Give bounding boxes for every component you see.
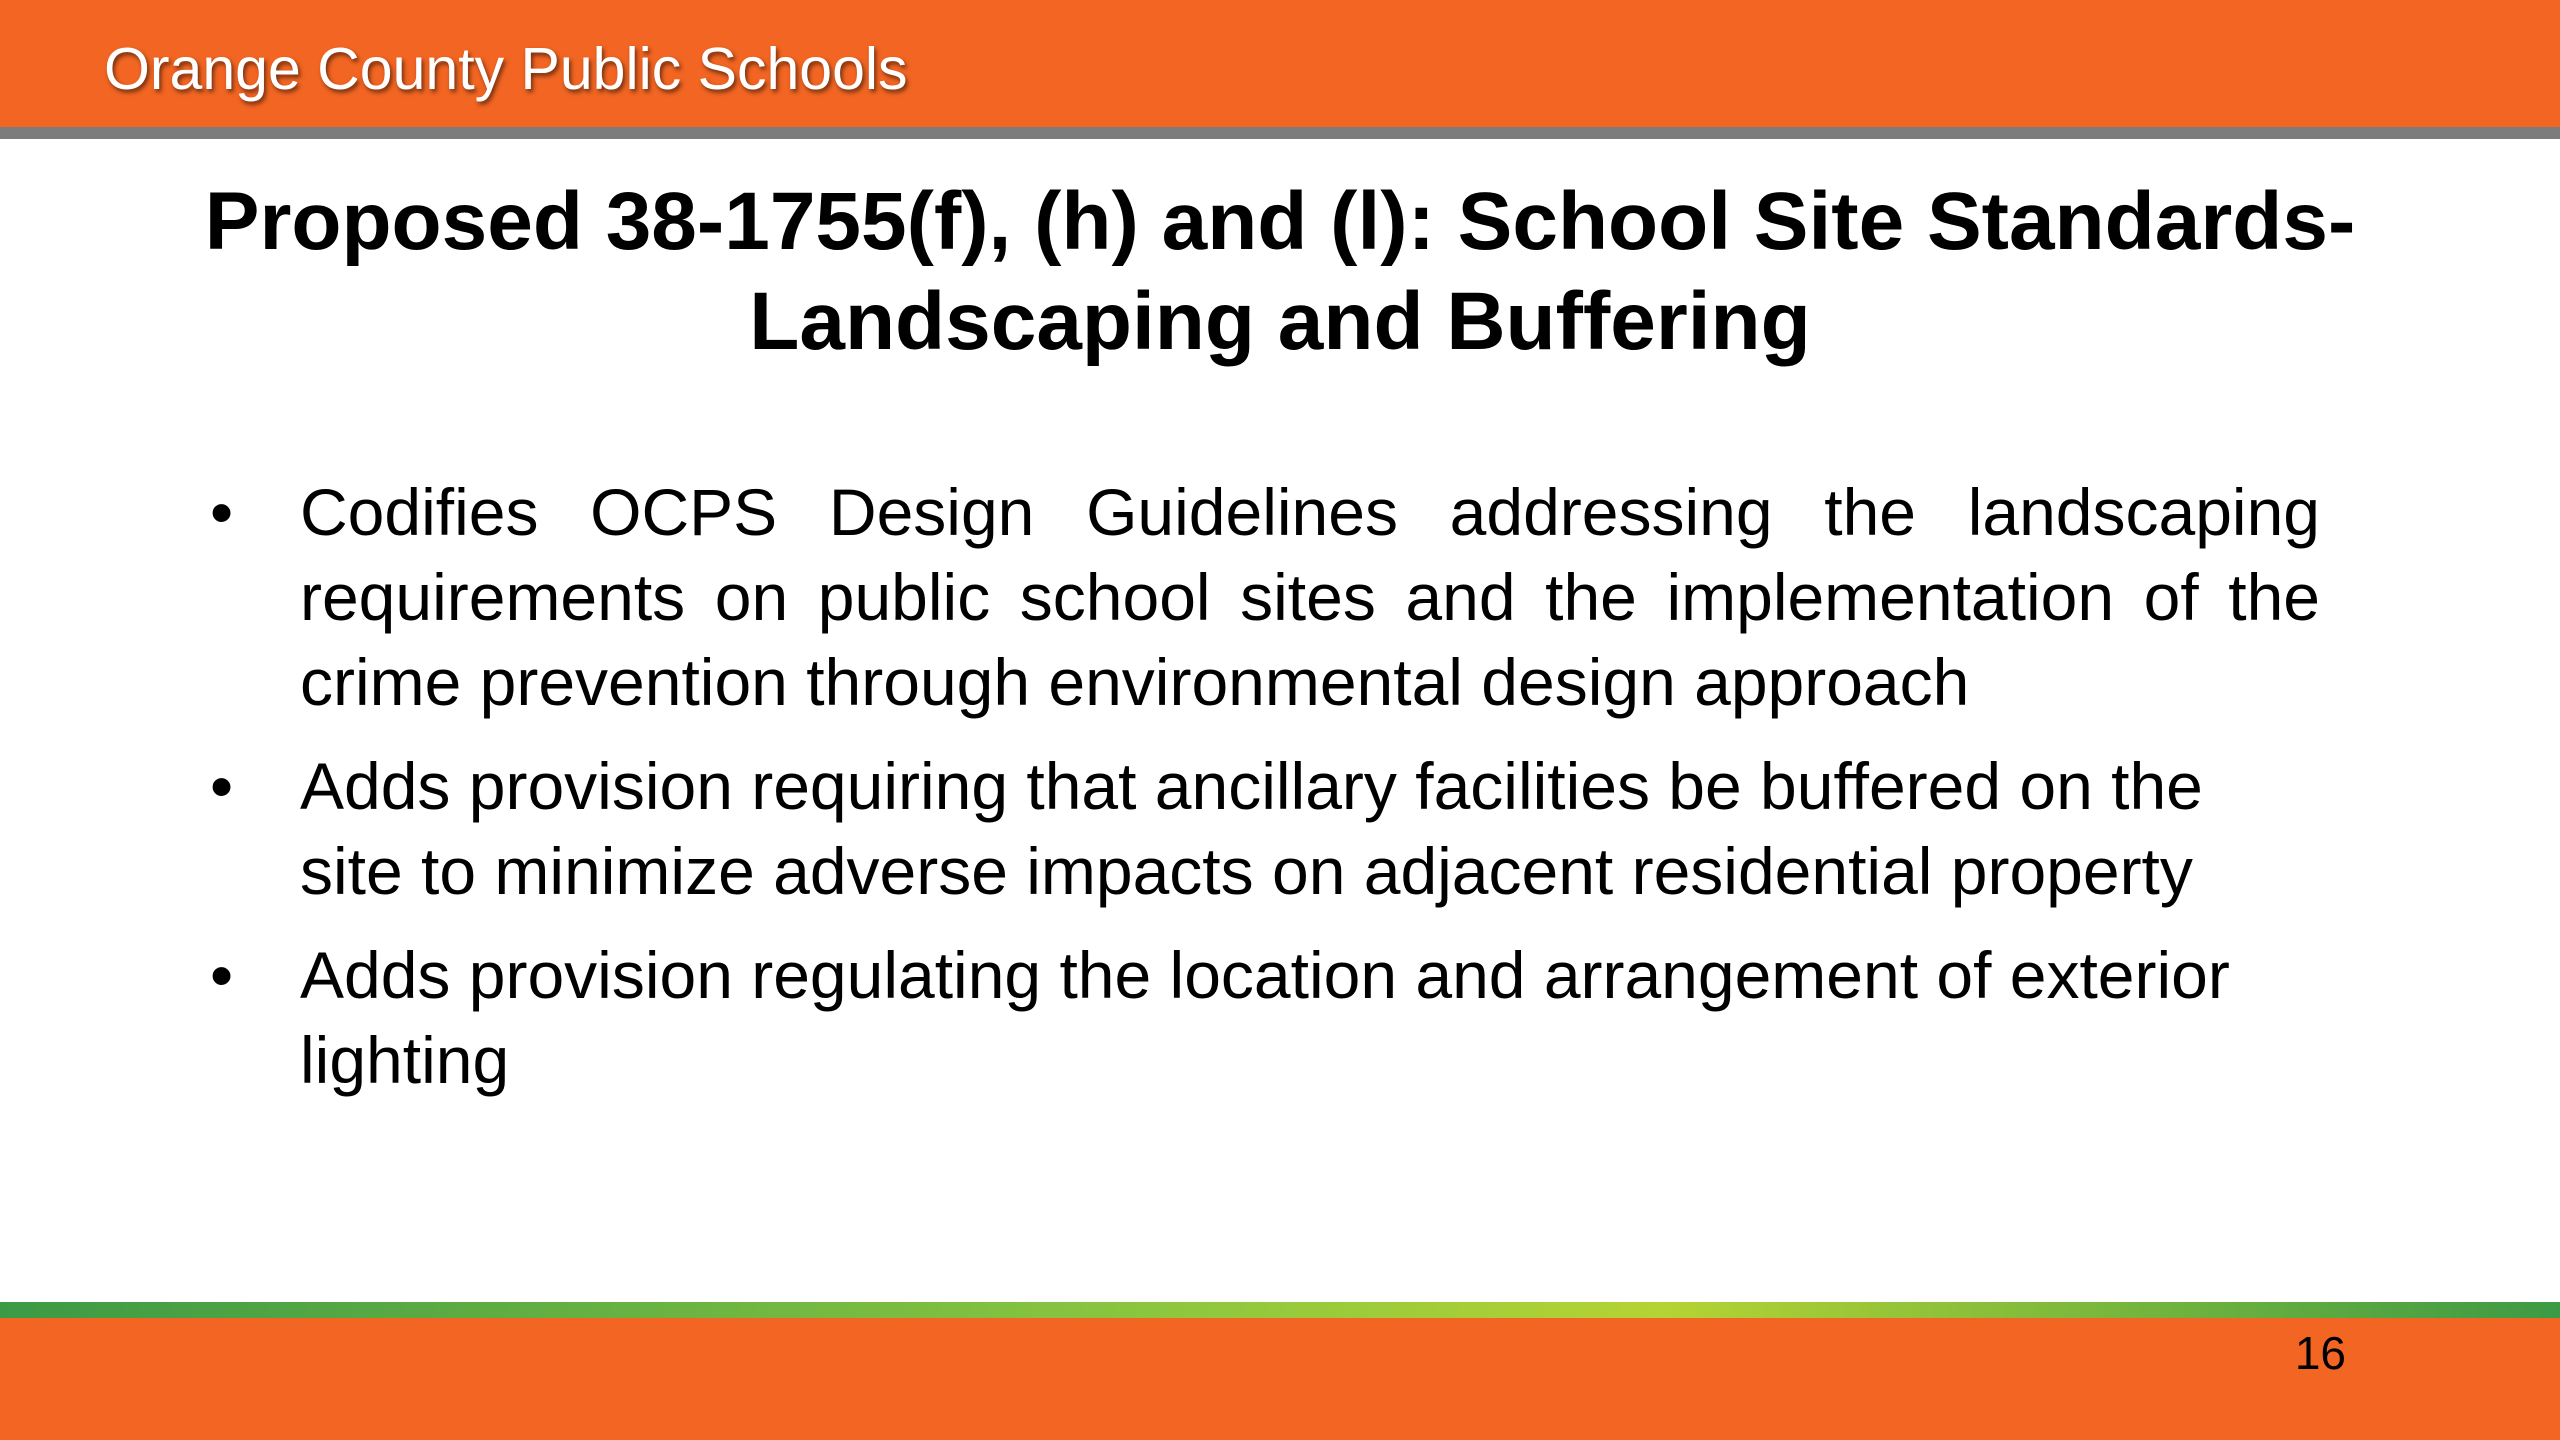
bullet-text: Adds provision requiring that ancillary facilities be buffered on the site to minimize adverse impacts on adjacent residential property [300, 749, 2203, 908]
footer-bar [0, 1318, 2560, 1440]
bullet-item [210, 744, 2320, 914]
bullet-marker: • [210, 938, 234, 1012]
organization-name: Orange County Public Schools [104, 36, 908, 102]
bullet-marker: • [210, 749, 234, 823]
bullet-text: Codifies OCPS Design Guidelines addressing the landscaping requirements on public school sites and the implementation of the crime prevention through environmental design approach [300, 475, 2320, 719]
slide-title-line-1: Proposed 38-1755(f), (h) and (l): School Site Standards- [204, 176, 2356, 267]
slide-title [120, 172, 2440, 372]
bullet-marker: • [210, 475, 234, 549]
bullet-text: Adds provision regulating the location and arrangement of exterior lighting [300, 938, 2230, 1097]
header-divider [0, 127, 2560, 139]
footer-accent-stripe [0, 1302, 2560, 1318]
bullet-item [210, 470, 2320, 725]
slide-title-line-2: Landscaping and Buffering [749, 276, 1811, 367]
page-number: 16 [2294, 1327, 2346, 1379]
bullet-list [210, 470, 2320, 1122]
bullet-item [210, 933, 2320, 1103]
